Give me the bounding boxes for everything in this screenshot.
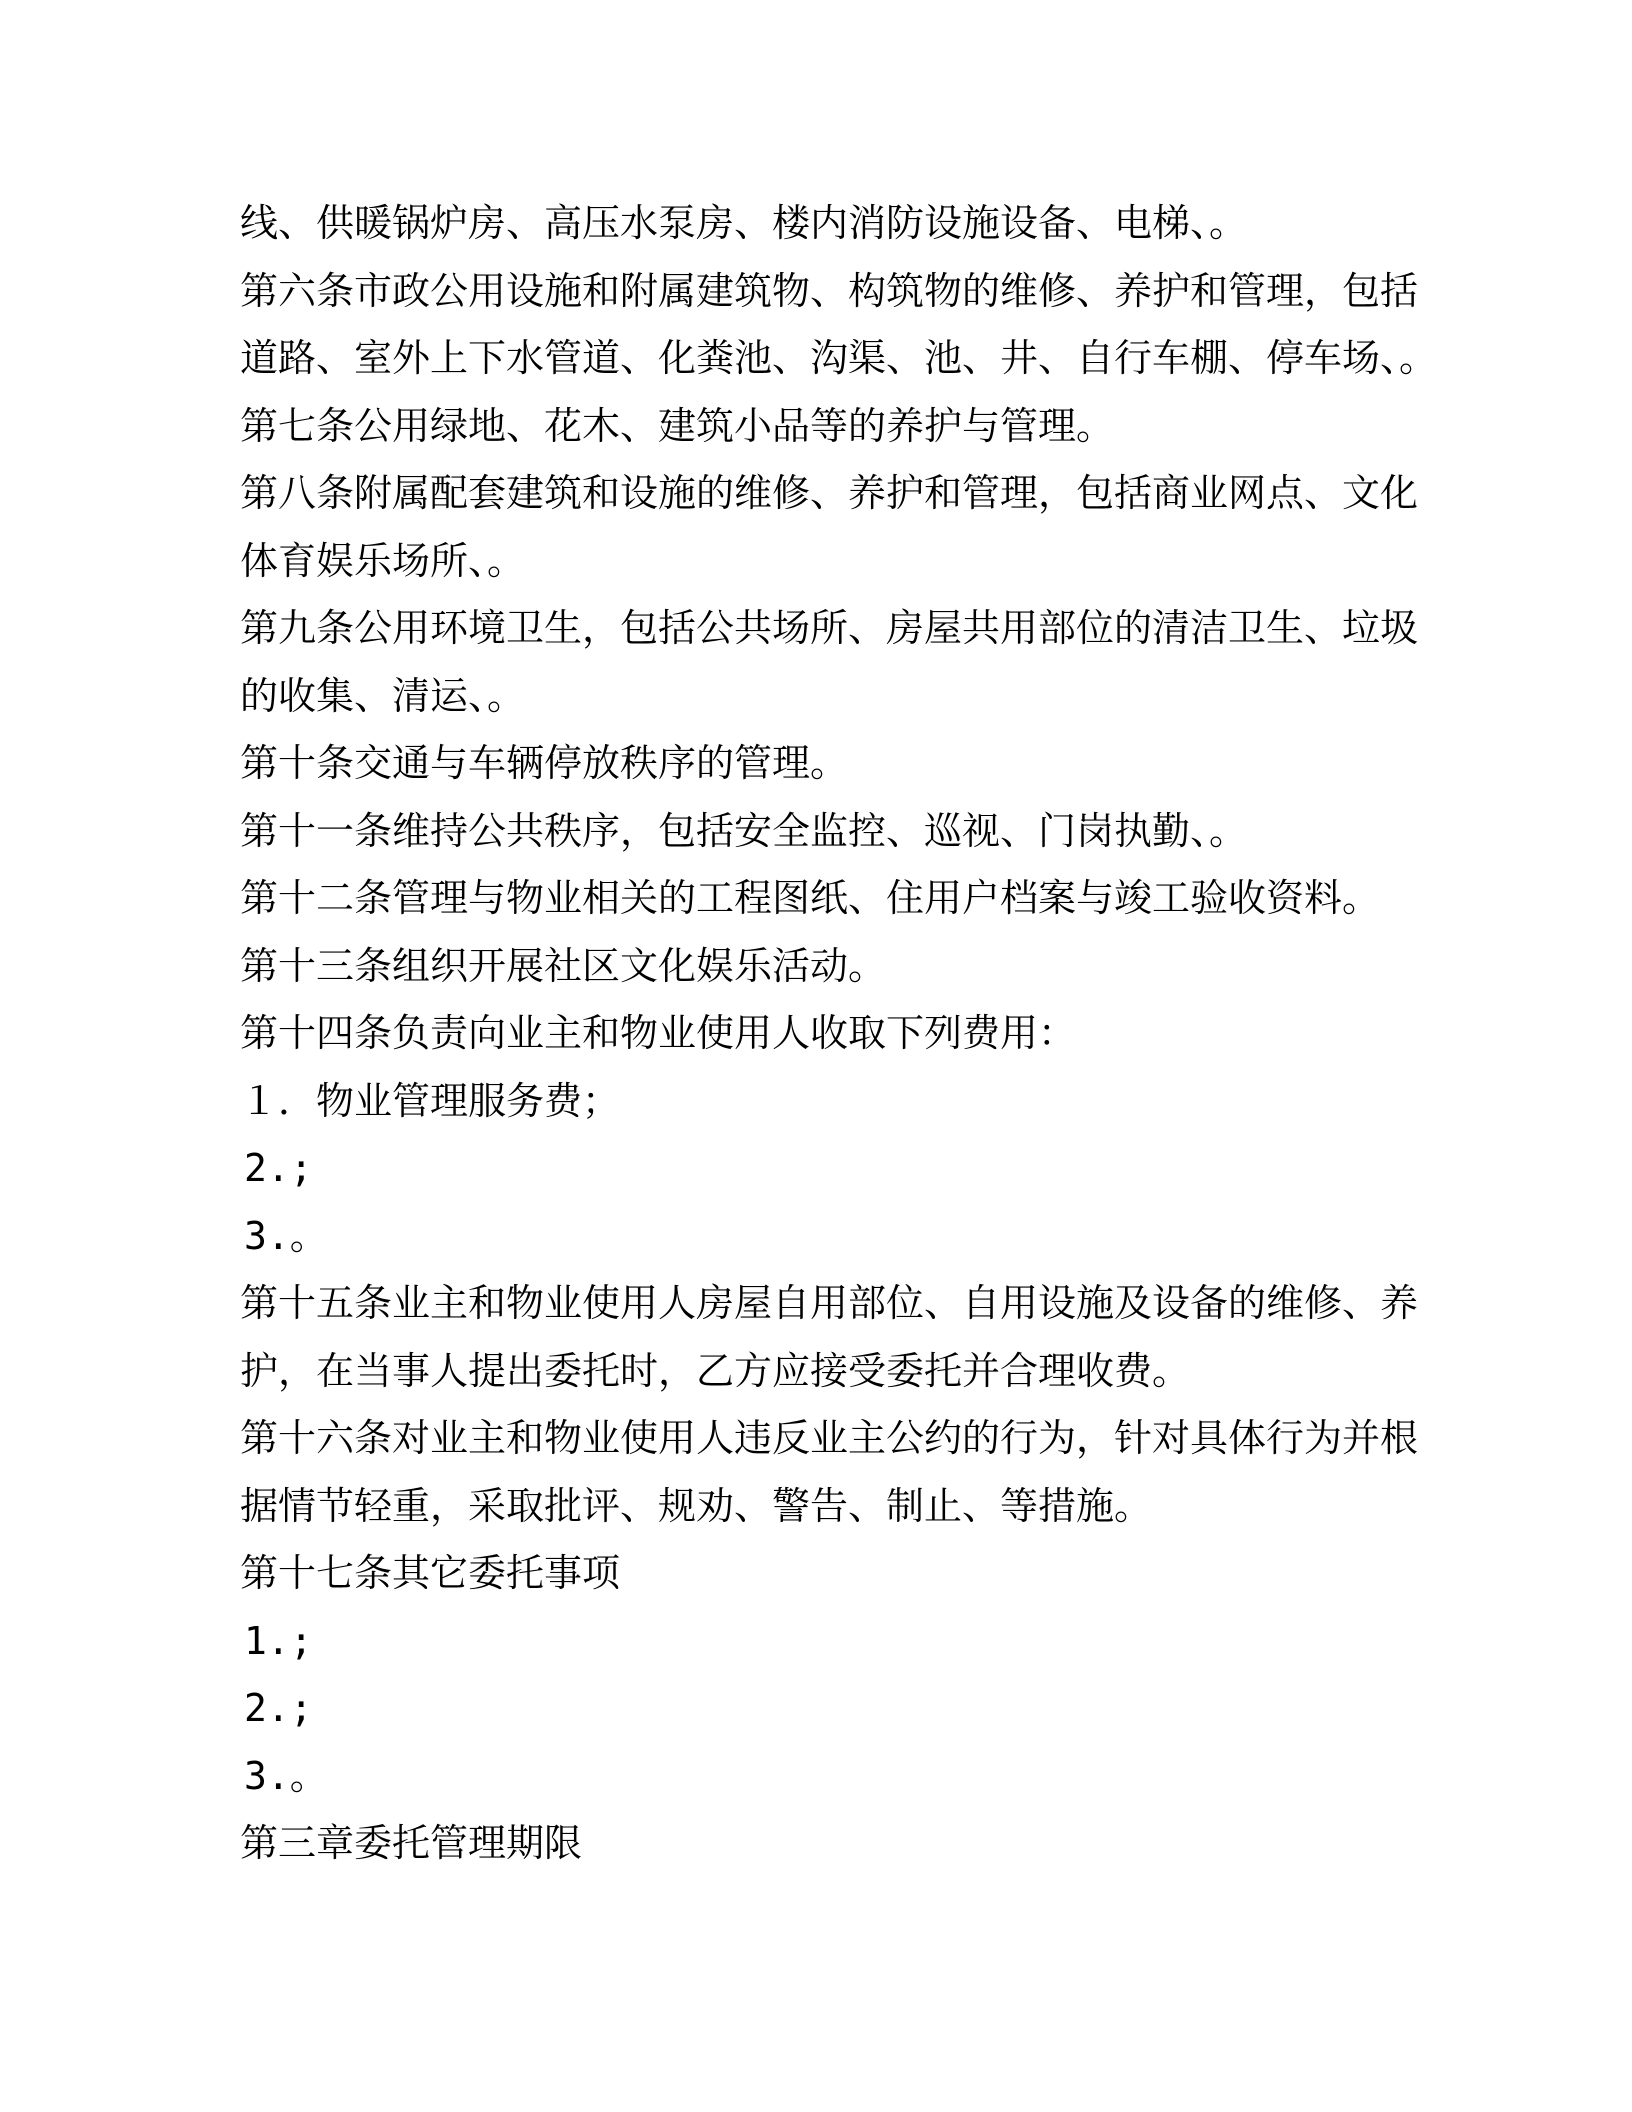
text-line: 线、供暖锅炉房、高压水泵房、楼内消防设施设备、电梯、。	[240, 201, 1248, 245]
article-17-item-1: 1.;	[244, 1618, 313, 1663]
article-7: 第七条公用绿地、花木、建筑小品等的养护与管理。	[240, 403, 1115, 448]
article-16-line-1: 第十六条对业主和物业使用人违反业主公约的行为，针对具体行为并根	[240, 1416, 1419, 1460]
article-10: 第十条交通与车辆停放秩序的管理。	[240, 741, 849, 785]
article-16-line-2: 据情节轻重，采取批评、规劝、警告、制止、等措施。	[240, 1483, 1153, 1528]
article-17: 第十七条其它委托事项	[240, 1551, 621, 1595]
document-body	[240, 190, 1438, 1878]
article-14-item-3: 3.。	[244, 1213, 328, 1258]
article-8-line-2: 体育娱乐场所、。	[240, 538, 526, 583]
article-6-line-2: 道路、室外上下水管道、化粪池、沟渠、池、井、自行车棚、停车场、。	[240, 336, 1438, 380]
article-15-line-1: 第十五条业主和物业使用人房屋自用部位、自用设施及设备的维修、养	[240, 1281, 1419, 1325]
article-15-line-2: 护，在当事人提出委托时，乙方应接受委托并合理收费。	[240, 1348, 1191, 1393]
chapter-3-heading: 第三章委托管理期限	[240, 1821, 583, 1865]
article-14-item-1: １．物业管理服务费；	[240, 1078, 621, 1123]
article-14-item-2: 2.;	[244, 1146, 313, 1190]
article-8-line-1: 第八条附属配套建筑和设施的维修、养护和管理，包括商业网点、文化	[240, 471, 1419, 515]
article-14: 第十四条负责向业主和物业使用人收取下列费用：	[240, 1011, 1077, 1055]
article-9-line-2: 的收集、清运、。	[240, 673, 526, 718]
article-17-item-2: 2.;	[244, 1686, 313, 1730]
article-13: 第十三条组织开展社区文化娱乐活动。	[240, 943, 887, 988]
article-6-line-1: 第六条市政公用设施和附属建筑物、构筑物的维修、养护和管理，包括	[240, 268, 1419, 313]
article-17-item-3: 3.。	[244, 1753, 328, 1798]
article-12: 第十二条管理与物业相关的工程图纸、住用户档案与竣工验收资料。	[240, 876, 1381, 920]
article-9-line-1: 第九条公用环境卫生，包括公共场所、房屋共用部位的清洁卫生、垃圾	[240, 606, 1419, 650]
article-11: 第十一条维持公共秩序，包括安全监控、巡视、门岗执勤、。	[240, 808, 1248, 853]
